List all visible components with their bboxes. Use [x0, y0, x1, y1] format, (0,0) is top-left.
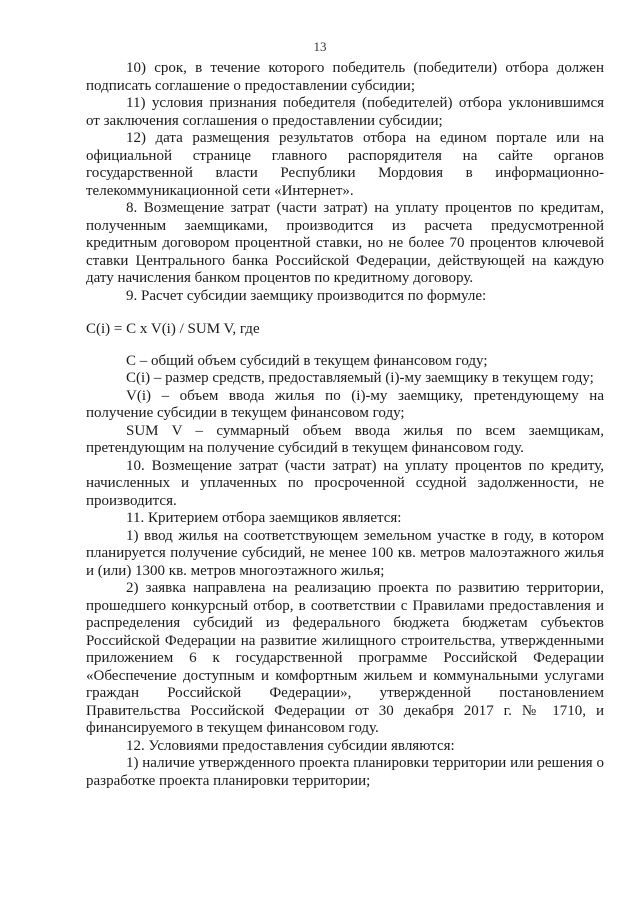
paragraph: 1) ввод жилья на соответствующем земельном участке в году, в котором планируется получение субсидий, не менее 100 кв. метров малоэтажного жилья и (или) 1300 кв. метров многоэтажного жилья;: [86, 527, 604, 579]
paragraph: 9. Расчет субсидии заемщику производится по формуле:: [126, 287, 487, 304]
paragraph: 10) срок, в течение которого победитель (победители) отбора должен подписать соглашение о предоставлении субсидии;: [86, 60, 604, 94]
page-number: 13: [313, 39, 327, 54]
definition: C – общий объем субсидий в текущем финансовом году;: [126, 352, 488, 369]
paragraph: 11. Критерием отбора заемщиков является:: [126, 510, 402, 526]
paragraph: 2) заявка направлена на реализацию проекта по развитию территории, прошедшего конкурсный отбор, в соответствии с Правилами предоставления и распределения субсидий из федерального бюджета бюджетам субъектов Российской Федерации на развитие жилищного строительства, утвержденными приложением 6 к государственной программе Российской Федерации «Обеспечение доступным и комфортным жильем и коммунальными услугами граждан Российской Федерации», утвержденной постановлением Правительства Российской Федерации от 30 декабря 2017 г. № 1710, и финансируемого в текущем финансовом году.: [86, 580, 604, 736]
paragraph: 1) наличие утвержденного проекта планировки территории или решения о разработке проекта планировки территории;: [86, 755, 604, 789]
definition: V(i) – объем ввода жилья по (i)-му заемщику, претендующему на получение субсидии в текущем финансовом году;: [86, 387, 604, 421]
paragraph: 8. Возмещение затрат (части затрат) на уплату процентов по кредитам, полученным заемщиками, производится из расчета предусмотренной кредитным договором процентной ставки, но не более 70 процентов ключевой ставки Центрального банка Российской Федерации, действующей на каждую дату начисления банком процентов по кредитному договору.: [86, 200, 604, 286]
formula: C(i) = C x V(i) / SUM V, где: [86, 321, 260, 337]
definition: SUM V – суммарный объем ввода жилья по всем заемщикам, претендующим на получение субсидий в текущем финансовом году.: [86, 422, 604, 456]
definition: C(i) – размер средств, предоставляемый (i)-му заемщику в текущем году;: [126, 370, 594, 386]
paragraph: 12) дата размещения результатов отбора на едином портале или на официальной странице главного распорядителя на сайте органов государственной власти Республики Мордовия в информационно-телекоммуникационной сети «Интернет».: [86, 130, 604, 199]
paragraph: 12. Условиями предоставления субсидии являются:: [126, 737, 455, 754]
paragraph: 11) условия признания победителя (победителей) отбора уклонившимся от заключения соглашения о предоставлении субсидии;: [86, 95, 604, 129]
paragraph: 10. Возмещение затрат (части затрат) на уплату процентов по кредиту, начисленных и уплаченных по просроченной ссудной задолженности, не производится.: [86, 457, 604, 509]
document-body: [86, 60, 604, 790]
